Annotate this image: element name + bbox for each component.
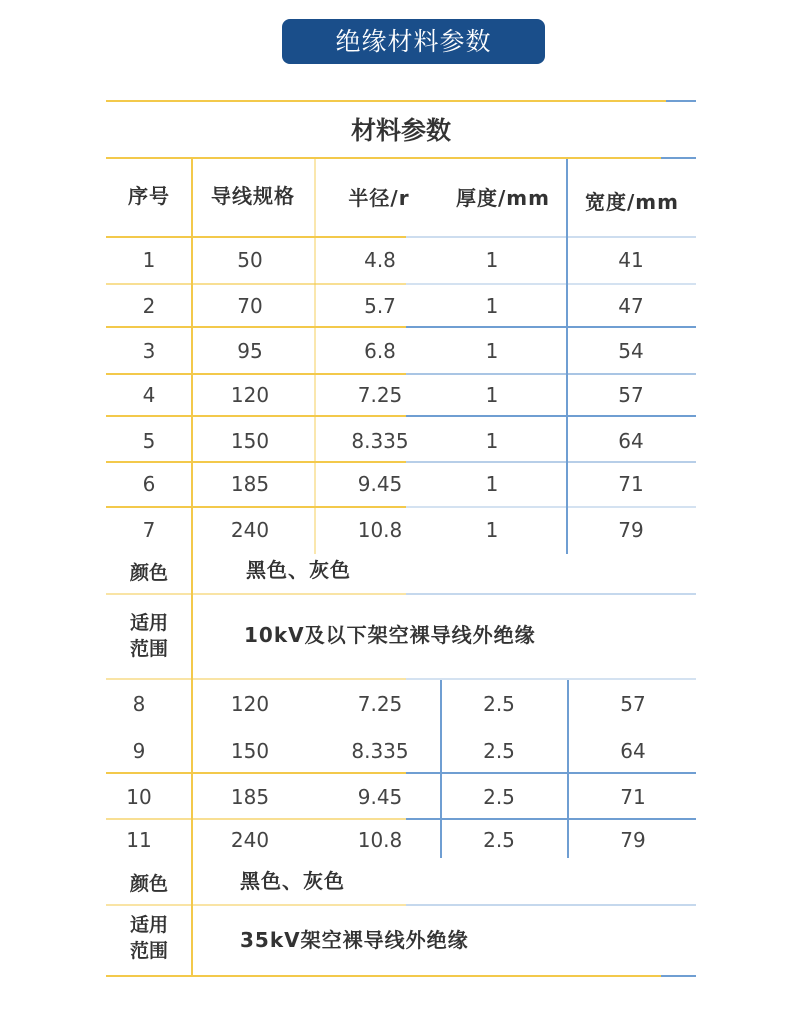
cell-radius: 8.335 xyxy=(351,739,409,763)
cell-width: 79 xyxy=(620,828,646,852)
cell-width: 71 xyxy=(618,472,644,496)
cell-thickness: 1 xyxy=(485,518,499,542)
cell-width: 64 xyxy=(618,429,644,453)
row-rule xyxy=(106,593,406,595)
cell-index: 8 xyxy=(132,692,146,716)
cell-conductor-spec: 95 xyxy=(237,339,263,363)
table-bottom-rule-accent xyxy=(661,975,696,977)
cell-radius: 9.45 xyxy=(357,785,403,809)
row-rule xyxy=(406,283,696,285)
row-rule xyxy=(106,678,406,680)
table-title: 材料参数 xyxy=(350,116,451,145)
cell-thickness: 1 xyxy=(485,429,499,453)
row-rule xyxy=(106,373,406,375)
row-rule xyxy=(106,283,406,285)
cell-thickness: 2.5 xyxy=(483,828,515,852)
page-banner: 绝缘材料参数 xyxy=(282,19,545,64)
cell-thickness: 1 xyxy=(485,339,499,363)
header-conductor-spec: 导线规格 xyxy=(211,184,295,208)
cell-radius: 7.25 xyxy=(357,692,403,716)
row-rule xyxy=(106,772,406,774)
cell-thickness: 1 xyxy=(485,294,499,318)
title-rule xyxy=(106,157,661,159)
cell-radius: 8.335 xyxy=(351,429,409,453)
cell-conductor-spec: 240 xyxy=(230,518,270,542)
table-top-rule-accent xyxy=(666,100,696,102)
color-value: 黑色、灰色 xyxy=(246,558,351,582)
cell-thickness: 2.5 xyxy=(483,692,515,716)
table-bottom-rule xyxy=(106,975,661,977)
row-rule xyxy=(106,506,406,508)
cell-index: 3 xyxy=(142,339,156,363)
cell-conductor-spec: 150 xyxy=(230,429,270,453)
row-rule xyxy=(106,461,406,463)
title-rule-accent xyxy=(661,157,696,159)
cell-index: 11 xyxy=(126,828,152,852)
cell-conductor-spec: 120 xyxy=(230,692,270,716)
header-index: 序号 xyxy=(128,184,170,208)
color-label: 颜色 xyxy=(129,873,168,895)
cell-thickness: 1 xyxy=(485,383,499,407)
row-rule xyxy=(106,818,406,820)
row-rule xyxy=(406,593,696,595)
color-value: 黑色、灰色 xyxy=(240,869,345,893)
cell-thickness: 2.5 xyxy=(483,739,515,763)
header-radius: 半径/r xyxy=(348,186,410,210)
row-rule xyxy=(406,818,696,820)
cell-conductor-spec: 70 xyxy=(237,294,263,318)
row-rule xyxy=(406,415,696,417)
cell-radius: 10.8 xyxy=(357,518,403,542)
header-rule-accent xyxy=(406,236,696,238)
row-rule xyxy=(406,461,696,463)
row-rule xyxy=(106,415,406,417)
cell-width: 57 xyxy=(618,383,644,407)
cell-radius: 10.8 xyxy=(357,828,403,852)
header-width: 宽度/mm xyxy=(585,190,679,214)
cell-conductor-spec: 185 xyxy=(230,785,270,809)
scope-label: 适用 范围 xyxy=(129,914,168,962)
scope-value: 10kV及以下架空裸导线外绝缘 xyxy=(244,623,536,647)
cell-width: 64 xyxy=(620,739,646,763)
header-thickness: 厚度/mm xyxy=(456,186,550,210)
cell-conductor-spec: 50 xyxy=(237,248,263,272)
cell-thickness: 1 xyxy=(485,248,499,272)
scope-value: 35kV架空裸导线外绝缘 xyxy=(240,928,469,952)
cell-conductor-spec: 185 xyxy=(230,472,270,496)
cell-radius: 4.8 xyxy=(364,248,396,272)
row-rule xyxy=(106,326,406,328)
cell-conductor-spec: 120 xyxy=(230,383,270,407)
cell-index: 1 xyxy=(142,248,156,272)
row-rule xyxy=(406,326,696,328)
cell-thickness: 2.5 xyxy=(483,785,515,809)
cell-index: 2 xyxy=(142,294,156,318)
cell-index: 5 xyxy=(142,429,156,453)
scope-label: 适用 范围 xyxy=(129,612,168,660)
cell-width: 41 xyxy=(618,248,644,272)
cell-conductor-spec: 150 xyxy=(230,739,270,763)
cell-radius: 9.45 xyxy=(357,472,403,496)
cell-radius: 7.25 xyxy=(357,383,403,407)
header-rule xyxy=(106,236,406,238)
cell-radius: 5.7 xyxy=(364,294,396,318)
cell-width: 79 xyxy=(618,518,644,542)
row-rule xyxy=(406,904,696,906)
row-rule xyxy=(406,678,696,680)
cell-radius: 6.8 xyxy=(364,339,396,363)
cell-width: 47 xyxy=(618,294,644,318)
cell-thickness: 1 xyxy=(485,472,499,496)
cell-conductor-spec: 240 xyxy=(230,828,270,852)
cell-index: 4 xyxy=(142,383,156,407)
cell-width: 71 xyxy=(620,785,646,809)
table-top-rule xyxy=(106,100,666,102)
row-rule xyxy=(406,772,696,774)
row-rule xyxy=(406,373,696,375)
cell-width: 57 xyxy=(620,692,646,716)
row-rule xyxy=(406,506,696,508)
cell-width: 54 xyxy=(618,339,644,363)
cell-index: 7 xyxy=(142,518,156,542)
color-label: 颜色 xyxy=(129,562,168,584)
cell-index: 9 xyxy=(132,739,146,763)
cell-index: 10 xyxy=(126,785,152,809)
row-rule xyxy=(106,904,406,906)
cell-index: 6 xyxy=(142,472,156,496)
